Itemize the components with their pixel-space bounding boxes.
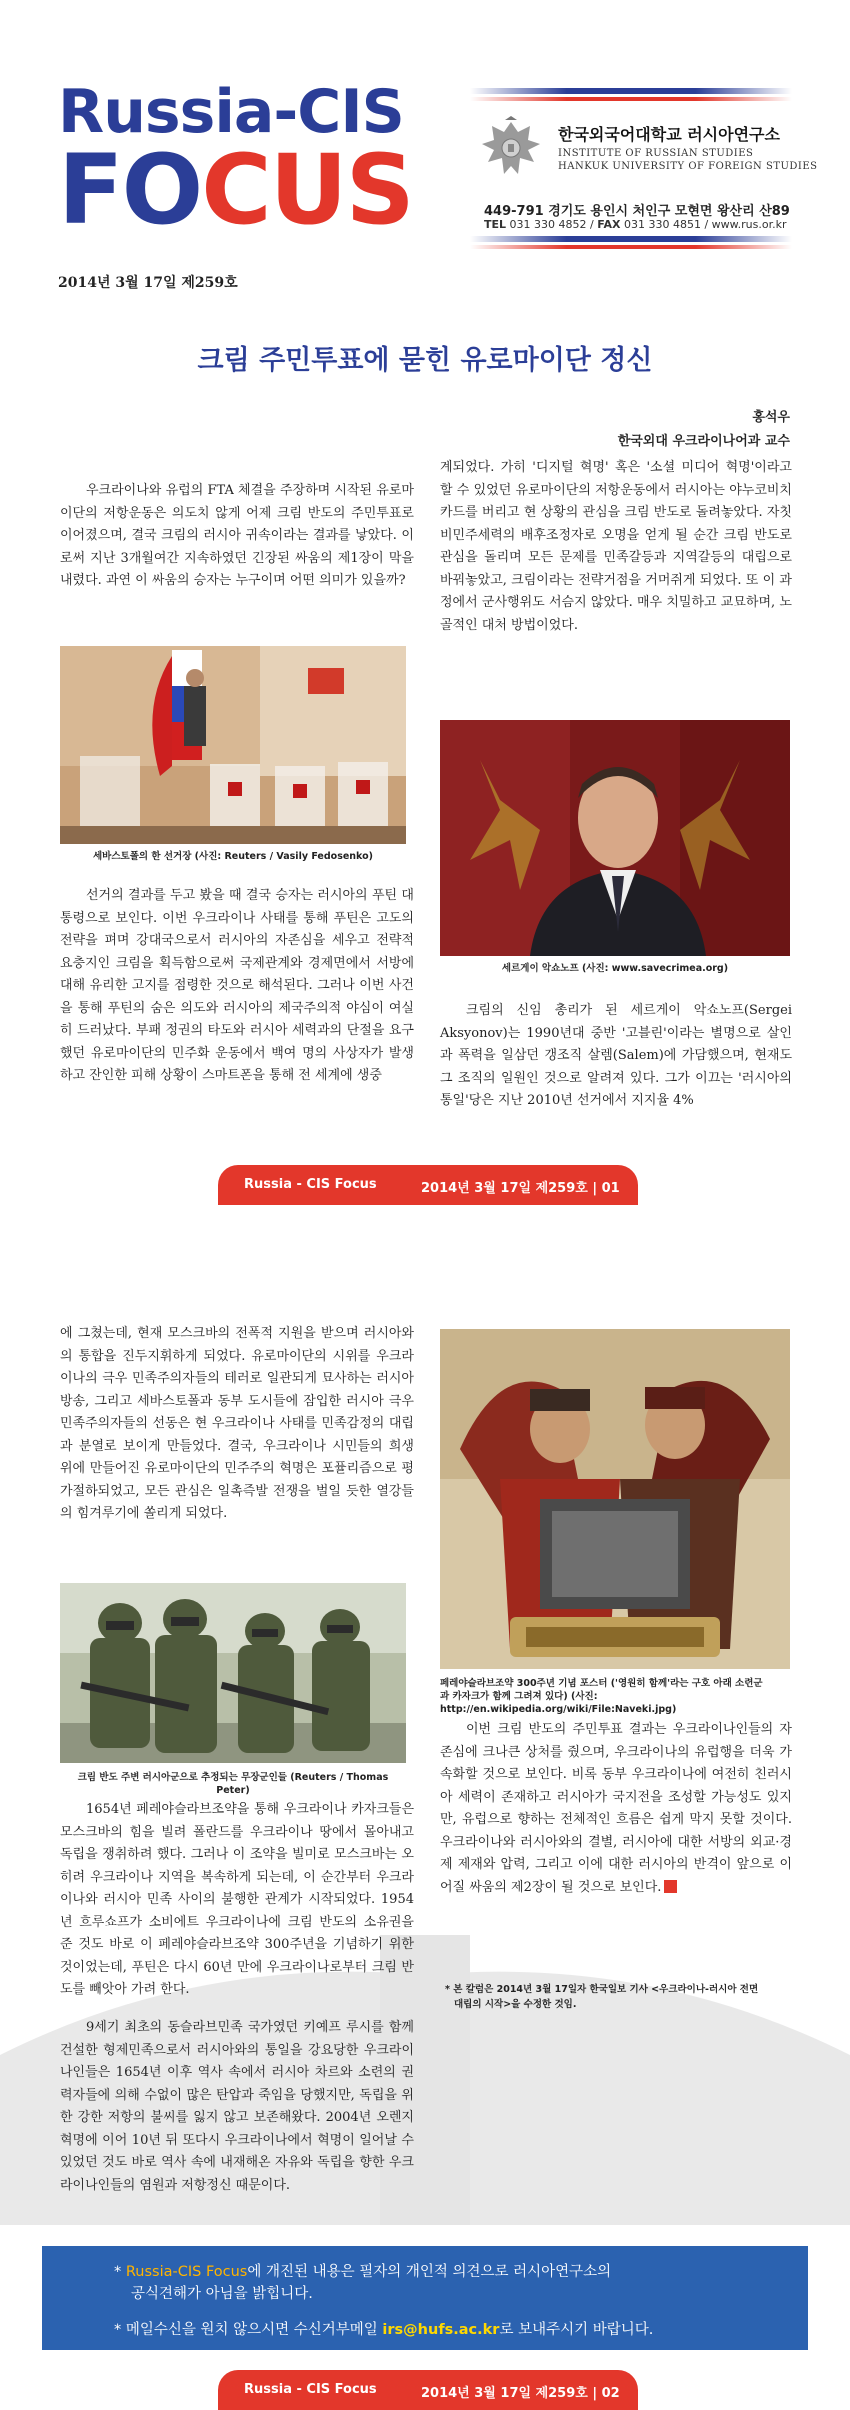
header-stripe-red-bottom	[470, 245, 792, 249]
disclaimer-notice-box	[42, 2246, 808, 2350]
article-title: 크림 주민투표에 묻힌 유로마이단 정신	[197, 345, 653, 376]
institute-name-korean: 한국외국어대학교 러시아연구소	[558, 125, 780, 144]
photo-polling-station	[60, 646, 406, 844]
university-name-english: HANKUK UNIVERSITY OF FOREIGN STUDIES	[558, 161, 818, 172]
unsubscribe-email-link[interactable]: irs@hufs.ac.kr	[382, 2322, 500, 2338]
end-of-article-icon	[664, 1880, 677, 1893]
article-paragraph-5: 에 그쳤는데, 현재 모스크바의 전폭적 지원을 받으며 러시아와의 통합을 진두지휘하게 되었다. 유로마이단의 시위를 우크라이나의 극우 민족주의자들의 테러로 일관되게 묘사하는 러시아 방송, 그리고 세바스토폴과 동부 도시들에 잠입한 러시아 극우 민족주의자들의 선동은 현 우크라이나 사태를 민족감정의 대립과 분열로 보이게 만들었다. 결국, 우크라이나 시민들의 희생 위에 만들어진 유로마이단의 민주주의 혁명은 포퓰리즘으로 평가절하되었고, 모든 관심은 일촉즉발 전쟁을 벌일 듯한 열강들의 힘겨루기에 쏠리게 되었다.	[60, 1326, 414, 1521]
author-name: 홍석우	[752, 410, 790, 425]
footer-issue-page: 2014년 3월 17일 제259호 | 01	[421, 1181, 620, 1196]
institute-name-english: INSTITUTE OF RUSSIAN STUDIES	[558, 148, 754, 159]
header-stripe-blue	[470, 88, 792, 94]
article-paragraph-3: 계되었다. 가히 '디지털 혁명' 혹은 '소셜 미디어 혁명'이라고 할 수 있었던 유로마이단의 저항운동에서 러시아는 야누코비치 카드를 버리고 현 상황의 관심을 크림 반도로 돌려놓았다. 자칫 비민주세력의 배후조정자로 오명을 얻게 될 순간 크림 반도로 관심을 돌리며 모든 문제를 민족갈등과 지역갈등의 대립으로 바꿔놓았고, 크림이라는 전략거점을 거머쥐게 되었다. 또 이 과정에서 군사행위도 서슴지 않았다. 매우 치밀하고 교묘하며, 노골적인 대처 방법이었다.	[440, 460, 792, 633]
photo-armed-soldiers	[60, 1583, 406, 1763]
photo-caption-soldiers: 크림 반도 주변 러시아군으로 추정되는 무장군인들 (Reuters / Thomas Peter)	[77, 1772, 389, 1796]
article-paragraph-4: 크림의 신임 총리가 된 세르게이 악쇼노프(Sergei Aksyonov)는 1990년대 중반 '고블린'이라는 별명으로 살인과 폭력을 일삼던 갱조직 살렘(Salem)에 가담했으며, 현재도 그 조직의 일원인 것으로 알려져 있다. 그가 이끄는 '러시아의 통일'당은 지난 2010년 선거에서 지지율 4%	[440, 1003, 792, 1108]
footer-brand: Russia - CIS Focus	[244, 1177, 377, 1192]
header-stripe-red	[470, 97, 792, 101]
unsubscribe-line: * 메일수신을 원치 않으시면 수신거부메일 irs@hufs.ac.kr로 보내주시기 바랍니다.	[114, 2322, 654, 2338]
article-paragraph-7: 9세기 최초의 동슬라브민족 국가였던 키예프 루시를 함께 건설한 형제민족으로서 러시아와의 통일을 강요당한 우크라이나인들은 1654년 이후 역사 속에서 러시아 차르와 소련의 권력자들에 의해 수없이 많은 탄압과 죽임을 당했지만, 독립을 위한 강한 저항의 불씨를 잃지 않고 보존해왔다. 2004년 오렌지 혁명에 이어 10년 뒤 또다시 우크라이나에서 혁명이 일어날 수 있었던 것도 바로 역사 속에 내재해온 자유와 독립을 향한 우크라이나인들의 염원과 저항정신 때문이다.	[60, 2020, 414, 2193]
article-paragraph-8: 이번 크림 반도의 주민투표 결과는 우크라이나인들의 자존심에 크나큰 상처를 줬으며, 우크라이나의 유럽행을 더욱 가속화할 것으로 보인다. 비록 동부 우크라이나에 여전히 친러시아 세력이 존재하고 러시아가 국지전을 조성할 가능성도 있지만, 유럽으로 향하는 전체적인 흐름은 쉽게 막지 못할 것이다. 우크라이나와 러시아와의 결별, 러시아에 대한 서방의 외교·경제 제재와 압력, 그리고 이에 대한 러시아의 반격이 앞으로 이어질 싸움의 제2장이 될 것으로 보인다.	[440, 1722, 792, 1895]
logo-focus: FOCUS	[58, 142, 413, 242]
article-paragraph-1: 우크라이나와 유럽의 FTA 체결을 주장하며 시작된 유로마이단의 저항운동은 의도치 않게 어제 크림 반도의 주민투표로 이어졌으며, 결국 크림의 러시아 귀속이라는 결과를 낳았다. 이로써 지난 3개월여간 지속하였던 긴장된 싸움의 제1장이 막을 내렸다. 과연 이 싸움의 승자는 누구이며 어떤 의미가 있을까?	[60, 483, 414, 588]
photo-caption-polling-station: 세바스토폴의 한 선거장 (사진: Reuters / Vasily Fedosenko)	[92, 851, 373, 862]
masthead-logo	[58, 77, 418, 250]
eagle-emblem-icon	[478, 116, 544, 186]
header-stripe-blue-bottom	[470, 236, 792, 242]
page-footer-2	[218, 2370, 638, 2410]
page-footer-1	[218, 1165, 638, 1205]
issue-date: 2014년 3월 17일 제259호	[58, 275, 238, 291]
column-footnote: * 본 칼럼은 2014년 3월 17일자 한국일보 기사 <우크라이나-러시아 전면 대립의 시작>을 수정한 것임.	[445, 1984, 759, 2010]
photo-caption-poster: 페레야슬라브조약 300주년 기념 포스터 ('영원히 함께'라는 구호 아래 소련군 과 카자크가 함께 그려져 있다) (사진: http://en.wikipedia.org/wiki/File:Naveki.jpg)	[440, 1678, 763, 1715]
footer-brand: Russia - CIS Focus	[244, 2382, 377, 2397]
photo-pereyaslav-poster	[440, 1329, 790, 1669]
article-paragraph-2: 선거의 결과를 두고 봤을 때 결국 승자는 러시아의 푸틴 대통령으로 보인다. 이번 우크라이나 사태를 통해 푸틴은 고도의 전략을 펴며 강대국으로서 러시아의 자존심을 세우고 전략적 요충지인 크림을 획득함으로써 국제관계와 경제면에서 서방에 대해 유리한 고지를 점령한 것으로 해석된다. 그러나 이번 사건을 통해 푸틴의 숨은 의도와 러시아의 제국주의적 야심이 여실히 드러났다. 부패 정권의 타도와 러시아 세력과의 단절을 요구했던 유로마이단의 민주화 운동에서 백여 명의 사상자가 발생하고 잔인한 피해 상황이 스마트폰을 통해 전 세계에 생중	[60, 888, 414, 1083]
footer-issue-page: 2014년 3월 17일 제259호 | 02	[421, 2386, 620, 2401]
institute-contact: TEL 031 330 4852 / FAX 031 330 4851 / www.rus.or.kr	[484, 218, 787, 231]
author-affiliation: 한국외대 우크라이나어과 교수	[617, 434, 790, 449]
disclaimer-line-1-continued: 공식견해가 아님을 밝힙니다.	[131, 2286, 313, 2302]
institute-address: 449-791 경기도 용인시 처인구 모현면 왕산리 산89	[484, 204, 790, 219]
photo-sergei-aksyonov	[440, 720, 790, 956]
photo-caption-aksyonov: 세르게이 악쇼노프 (사진: www.savecrimea.org)	[501, 963, 729, 974]
logo-russia-cis: Russia-CIS	[58, 77, 404, 147]
disclaimer-line-1: * Russia-CIS Focus에 개진된 내용은 필자의 개인적 의견으로 러시아연구소의	[114, 2264, 612, 2280]
page-2	[0, 1205, 850, 2410]
article-paragraph-6: 1654년 페레야슬라브조약을 통해 우크라이나 카자크들은 모스크바의 힘을 빌려 폴란드를 우크라이나 땅에서 몰아내고 독립을 쟁취하려 했다. 그러나 이 조약을 빌미로 모스크바는 오히려 우크라이나 지역을 복속하게 되는데, 이 순간부터 우크라이나와 러시아 민족 사이의 불행한 관계가 시작되었다. 1954년 흐루쇼프가 소비에트 우크라이나에 크림 반도의 소유권을 준 것도 바로 이 페레야슬라브조약 300주년을 기념하기 위한 것이었는데, 푸틴은 다시 60년 만에 우크라이나로부터 크림 반도를 빼앗아 가려 한다.	[60, 1802, 414, 1997]
institute-website-link[interactable]: www.rus.or.kr	[711, 218, 787, 231]
